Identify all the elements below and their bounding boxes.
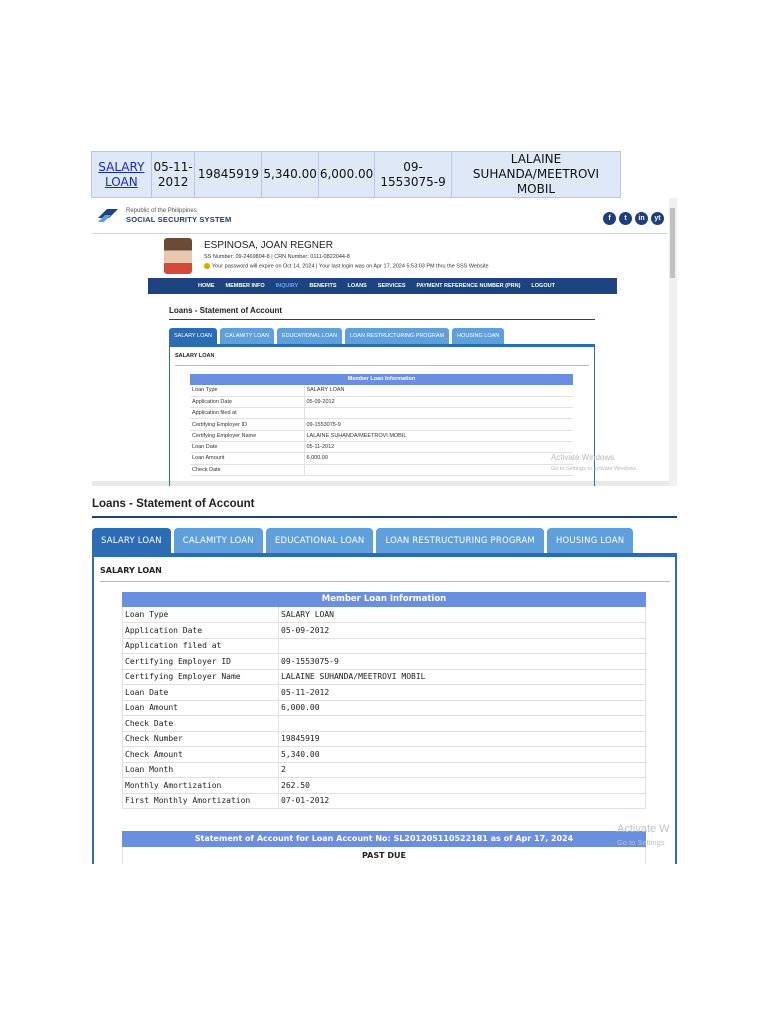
table-row xyxy=(190,441,573,452)
summary-loan-date: 05-11-2012 xyxy=(151,152,195,198)
youtube-icon[interactable]: yt xyxy=(651,212,664,225)
loan-tabs xyxy=(92,528,633,553)
row-label: Monthly Amortization xyxy=(123,778,279,794)
table-row xyxy=(123,685,646,701)
row-label: Certifying Employer Name xyxy=(123,669,279,685)
loan-statement-section xyxy=(92,494,678,864)
tab-loan-restructuring[interactable]: LOAN RESTRUCTURING PROGRAM xyxy=(376,528,543,553)
member-loan-info-table xyxy=(122,607,646,809)
row-value xyxy=(279,638,646,654)
member-loan-info-table xyxy=(190,385,573,476)
republic-label: Republic of the Philippines xyxy=(126,208,197,214)
table-row xyxy=(190,385,573,396)
sss-website-screenshot xyxy=(92,198,677,486)
row-label: Loan Type xyxy=(123,607,279,623)
activate-subtitle: Go to Settings to activate Windows. xyxy=(551,466,638,472)
row-value: 05-11-2012 xyxy=(279,685,646,701)
nav-services[interactable]: SERVICES xyxy=(377,283,406,289)
summary-check-number: 19845919 xyxy=(195,152,262,198)
tab-housing-loan[interactable]: HOUSING LOAN xyxy=(547,528,633,553)
summary-check-amount: 5,340.00 xyxy=(262,152,318,198)
table-row xyxy=(123,747,646,763)
summary-employer-id: 09-1553075-9 xyxy=(375,152,452,198)
row-value: 6,000.00 xyxy=(304,453,573,464)
row-value: 19845919 xyxy=(279,731,646,747)
nav-home[interactable]: HOME xyxy=(198,283,215,289)
row-value: 262.50 xyxy=(279,778,646,794)
avatar xyxy=(164,238,192,274)
row-label: Application filed at xyxy=(123,638,279,654)
row-label: Certifying Employer ID xyxy=(190,419,304,430)
tab-housing-loan[interactable]: HOUSING LOAN xyxy=(452,328,504,344)
instagram-icon[interactable]: in xyxy=(635,212,648,225)
info-icon xyxy=(204,263,210,269)
table-row xyxy=(123,731,646,747)
summary-row-table xyxy=(91,151,621,198)
table-row xyxy=(92,152,621,198)
row-label: Check Date xyxy=(190,464,304,475)
tab-loan-restructuring[interactable]: LOAN RESTRUCTURING PROGRAM xyxy=(345,328,449,344)
password-notice xyxy=(204,263,489,269)
nav-inquiry[interactable]: INQUIRY xyxy=(275,283,299,289)
scrollbar-thumb[interactable] xyxy=(670,208,675,278)
nav-logout[interactable]: LOGOUT xyxy=(531,283,555,289)
activate-title: Activate Windows xyxy=(551,453,615,462)
activate-windows-watermark xyxy=(551,453,638,474)
row-label: Loan Type xyxy=(190,385,304,396)
password-notice-text: Your password will expire on Oct 14, 2024 | Your last login was on Apr 17, 2024 5:53:03 PM thru the SSS Website xyxy=(212,263,489,270)
nav-prn[interactable]: PAYMENT REFERENCE NUMBER (PRN) xyxy=(416,283,521,289)
table-row xyxy=(190,419,573,430)
agency-name: SOCIAL SECURITY SYSTEM xyxy=(126,215,232,224)
row-value: 09-1553075-9 xyxy=(304,419,573,430)
row-value: 05-09-2012 xyxy=(304,396,573,407)
table-row xyxy=(190,396,573,407)
table-row xyxy=(123,623,646,639)
member-loan-info-header: Member Loan Information xyxy=(122,592,646,607)
row-label: Loan Date xyxy=(123,685,279,701)
tab-calamity-loan[interactable]: CALAMITY LOAN xyxy=(220,328,274,344)
past-due-label: PAST DUE xyxy=(122,847,646,864)
social-links xyxy=(603,212,664,225)
page-title: Loans - Statement of Account xyxy=(169,306,283,315)
tab-calamity-loan[interactable]: CALAMITY LOAN xyxy=(174,528,263,553)
table-row xyxy=(123,638,646,654)
row-label: Certifying Employer Name xyxy=(190,430,304,441)
table-row xyxy=(190,453,573,464)
summary-loan-amount: 6,000.00 xyxy=(318,152,374,198)
row-label: Application filed at xyxy=(190,408,304,419)
row-label: Application Date xyxy=(123,623,279,639)
nav-member-info[interactable]: MEMBER INFO xyxy=(225,283,265,289)
tab-educational-loan[interactable]: EDUCATIONAL LOAN xyxy=(277,328,342,344)
row-label: Application Date xyxy=(190,396,304,407)
tab-salary-loan[interactable]: SALARY LOAN xyxy=(92,528,171,553)
row-label: Check Number xyxy=(123,731,279,747)
member-name: ESPINOSA, JOAN REGNER xyxy=(204,240,333,251)
row-value xyxy=(279,716,646,732)
statement-of-account-header: Statement of Account for Loan Account No: SL201205110522181 as of Apr 17, 2024 xyxy=(122,831,646,847)
table-row xyxy=(123,762,646,778)
table-row xyxy=(123,669,646,685)
table-row xyxy=(123,700,646,716)
row-value: 05-09-2012 xyxy=(279,623,646,639)
sss-logo-icon xyxy=(97,206,119,223)
tab-educational-loan[interactable]: EDUCATIONAL LOAN xyxy=(266,528,374,553)
panel-label: SALARY LOAN xyxy=(100,566,162,575)
table-row xyxy=(123,793,646,809)
activate-title: Activate W xyxy=(617,823,670,835)
title-divider xyxy=(92,516,677,518)
panel-label: SALARY LOAN xyxy=(175,353,215,359)
panel-divider xyxy=(100,581,670,582)
table-row xyxy=(123,716,646,732)
table-row xyxy=(123,778,646,794)
panel-divider xyxy=(175,365,589,366)
row-value: SALARY LOAN xyxy=(279,607,646,623)
summary-employer-name: LALAINE SUHANDA/MEETROVI MOBIL xyxy=(451,152,620,198)
row-value: 6,000.00 xyxy=(279,700,646,716)
twitter-icon[interactable]: t xyxy=(619,212,632,225)
site-header xyxy=(92,198,668,234)
ss-number-line: SS Number: 09-2469804-8 | CRN Number: 0111-0822044-8 xyxy=(204,254,350,260)
tab-salary-loan[interactable]: SALARY LOAN xyxy=(169,328,217,344)
loan-tabs xyxy=(169,328,504,344)
row-value: 09-1553075-9 xyxy=(279,654,646,670)
main-nav xyxy=(148,278,617,294)
row-label: Loan Amount xyxy=(123,700,279,716)
member-loan-info-header: Member Loan Information xyxy=(190,374,573,385)
table-row xyxy=(123,654,646,670)
table-row xyxy=(190,430,573,441)
row-label: Loan Amount xyxy=(190,453,304,464)
row-label: First Monthly Amortization xyxy=(123,793,279,809)
row-value: 2 xyxy=(279,762,646,778)
row-value: LALAINE SUHANDA/MEETROVI MOBIL xyxy=(304,430,573,441)
row-value: SALARY LOAN xyxy=(304,385,573,396)
activate-windows-watermark xyxy=(617,823,670,849)
nav-benefits[interactable]: BENEFITS xyxy=(309,283,337,289)
row-label: Certifying Employer ID xyxy=(123,654,279,670)
table-row xyxy=(190,408,573,419)
row-label: Check Amount xyxy=(123,747,279,763)
table-row xyxy=(123,607,646,623)
title-divider xyxy=(169,319,595,320)
vertical-scrollbar[interactable] xyxy=(669,198,677,486)
row-value: LALAINE SUHANDA/MEETROVI MOBIL xyxy=(279,669,646,685)
row-value: 05-11-2012 xyxy=(304,441,573,452)
salary-loan-link[interactable]: SALARY LOAN xyxy=(98,159,145,189)
facebook-icon[interactable]: f xyxy=(603,212,616,225)
activate-subtitle: Go to Settings xyxy=(617,838,665,847)
summary-loan-cell[interactable] xyxy=(92,152,152,198)
row-label: Check Date xyxy=(123,716,279,732)
nav-loans[interactable]: LOANS xyxy=(347,283,367,289)
table-row xyxy=(190,464,573,475)
row-value: 5,340.00 xyxy=(279,747,646,763)
page-title: Loans - Statement of Account xyxy=(92,498,255,510)
row-label: Loan Date xyxy=(190,441,304,452)
row-value xyxy=(304,408,573,419)
row-label: Loan Month xyxy=(123,762,279,778)
row-value: 07-01-2012 xyxy=(279,793,646,809)
row-value xyxy=(304,464,573,475)
